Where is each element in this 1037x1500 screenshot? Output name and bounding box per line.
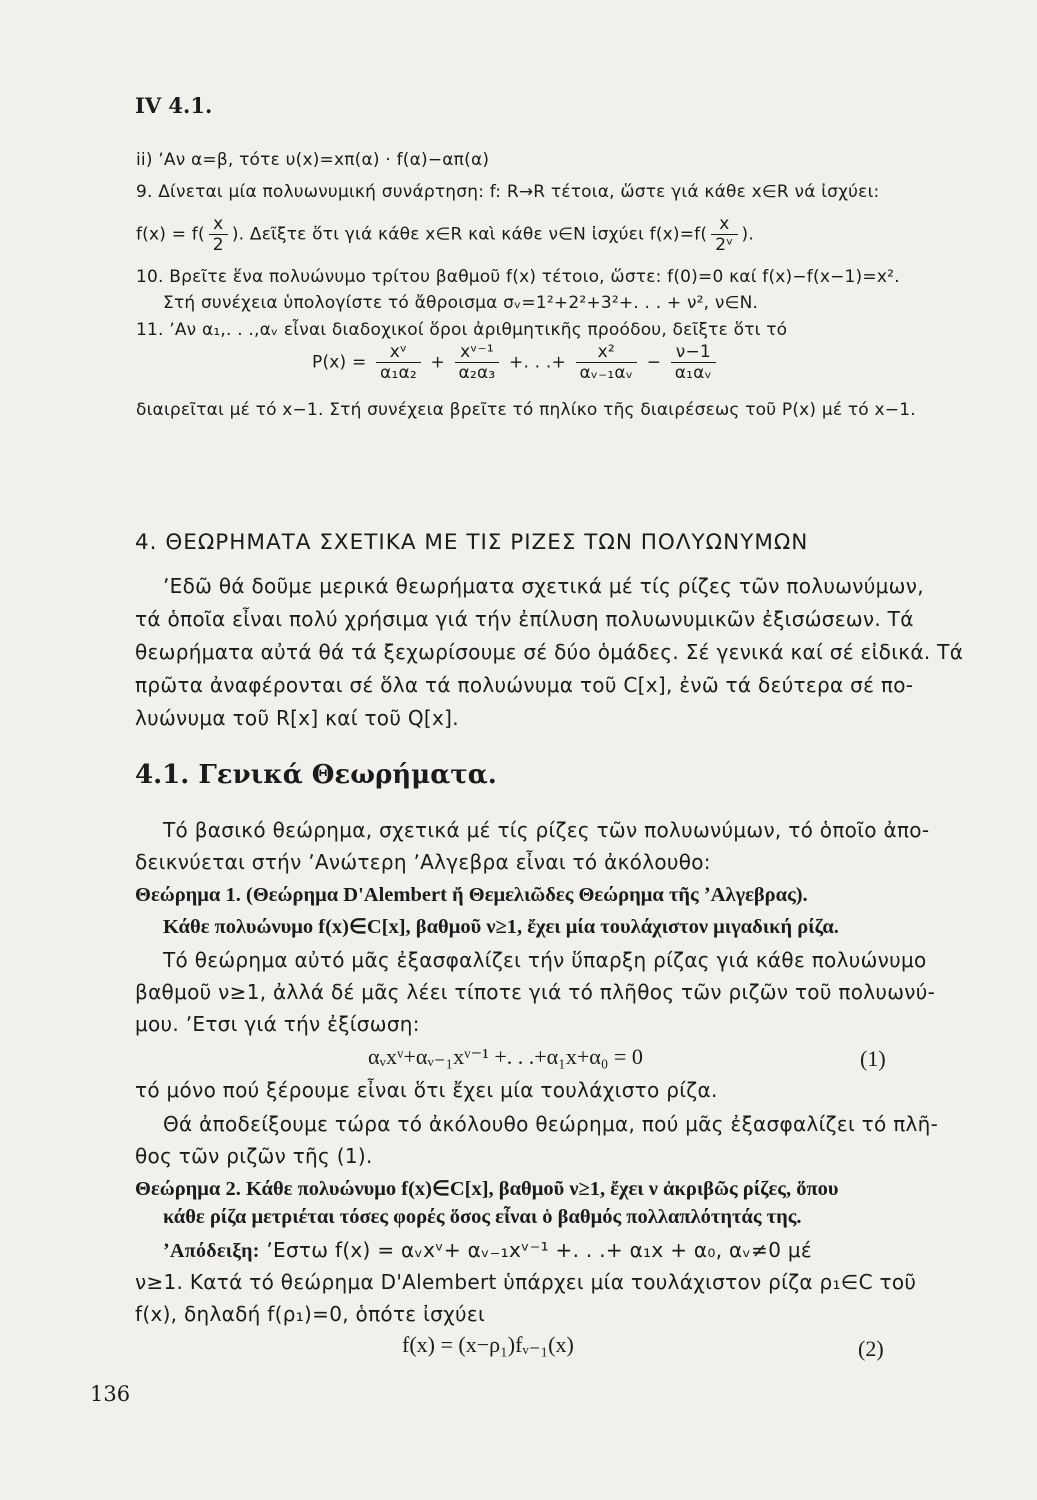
exercise-ii: ii) ʼΑν α=β, τότε υ(x)=xπ(α) · f(α)−απ(α) — [136, 150, 490, 170]
proof-line1: ʼΑπόδειξη: ʼΕστω f(x) = αᵥxᵛ+ αᵥ₋₁xᵛ⁻¹ +. . .+ α₁x + α₀, αᵥ≠0 μέ — [163, 1238, 813, 1262]
proof-line2: ν≥1. Κατά τό θεώρημα D'Alembert ὑπάρχει μία τουλάχιστον ρίζα ρ₁∈C τοῦ — [135, 1270, 917, 1294]
theorem-1-text-line2: βαθμοῦ ν≥1, ἀλλά δέ μᾶς λέει τίποτε γιά τό πλῆθος τῶν ριζῶν τοῦ πολυωνύ- — [135, 980, 936, 1004]
exercise-10-line1: 10. Βρεῖτε ἕνα πολυώνυμο τρίτου βαθμοῦ f(x) τέτοιο, ὥστε: f(0)=0 καί f(x)−f(x−1)=x². — [136, 267, 900, 287]
exercise-11-formula: P(x) = $\frac{\text{xᵛ}}{\text{α₁α₂}}$ + $\frac{\text{xᵛ⁻¹}}{\text{α₂α₃}}$ +. . .+ $\frac{\text{x²}}{\text{αᵥ₋₁αᵥ}}$ − $\frac{\nu-1}{\text{α₁αᵥ}}$ — [312, 342, 720, 383]
section-intro-line3: θεωρήματα αὐτά θά τά ξεχωρίσουμε σέ δύο ὁμάδες. Σέ γενικά καί σέ εἰδικά. Τά — [135, 640, 964, 664]
section-intro-line2: τά ὁποῖα εἶναι πολύ χρήσιμα γιά τήν ἐπίλυση πολυωνυμικῶν ἐξισώσεων. Τά — [135, 607, 914, 631]
section-reference: IV 4.1. — [135, 93, 213, 118]
after-eq1-line3: θος τῶν ριζῶν τῆς (1). — [135, 1144, 373, 1168]
theorem-1-text-line1: Τό θεώρημα αὐτό μᾶς ἐξασφαλίζει τήν ὕπαρξη ρίζας γιά κάθε πολυώνυμο — [163, 948, 927, 972]
exercise-11-line3: διαιρεῖται μέ τό x−1. Στή συνέχεια βρεῖτε τό πηλίκο τῆς διαιρέσεως τοῦ P(x) μέ τό x−1. — [136, 400, 916, 420]
section-intro-line4: πρῶτα ἀναφέρονται σέ ὅλα τά πολυώνυμα τοῦ C[x], ἐνῶ τά δεύτερα σέ πο- — [135, 673, 914, 697]
theorem-1-title: Θεώρημα 1. (Θεώρημα D'Alembert ἤ Θεμελιῶδες Θεώρημα τῆς ʼΑλγεβρας). — [135, 884, 808, 906]
exercise-9-line1: 9. Δίνεται μία πολυωνυμική συνάρτηση: f: R→R τέτοια, ὥστε γιά κάθε x∈R νά ἰσχύει: — [136, 182, 880, 202]
exercise-11-line1: 11. ʼΑν α₁,. . .,αᵥ εἶναι διαδοχικοί ὅροι ἀριθμητικῆς προόδου, δεῖξτε ὅτι τό — [136, 320, 788, 340]
equation-2-number: (2) — [858, 1336, 884, 1361]
page-number: 136 — [90, 1382, 131, 1406]
subsection-title: 4.1. Γενικά Θεωρήματα. — [135, 760, 497, 790]
after-eq1-line1: τό μόνο πού ξέρουμε εἶναι ὅτι ἔχει μία τουλάχιστο ρίζα. — [135, 1078, 718, 1102]
exercise-10-line2: Στή συνέχεια ὑπολογίστε τό ἄθροισμα σᵥ=1²+2²+3²+. . . + ν², ν∈N. — [163, 293, 759, 313]
after-eq1-line2: Θά ἀποδείξουμε τώρα τό ἀκόλουθο θεώρημα, πού μᾶς ἐξασφαλίζει τό πλῆ- — [163, 1112, 939, 1136]
subsection-intro-line2: δεικνύεται στήν ʼΑνώτερη ʼΑλγεβρα εἶναι τό ἀκόλουθο: — [135, 850, 711, 874]
proof-label: ʼΑπόδειξη: — [163, 1240, 260, 1262]
theorem-1-statement: Κάθε πολυώνυμο f(x)∈C[x], βαθμοῦ ν≥1, ἔχει μία τουλάχιστον μιγαδική ρίζα. — [163, 916, 839, 938]
proof-line3: f(x), δηλαδή f(ρ₁)=0, ὁπότε ἰσχύει — [135, 1302, 486, 1326]
equation-1-number: (1) — [860, 1046, 886, 1071]
section-intro-line1: ʼΕδῶ θά δοῦμε μερικά θεωρήματα σχετικά μέ τίς ρίζες τῶν πολυωνύμων, — [163, 574, 924, 598]
section-title: 4. ΘΕΩΡΗΜΑΤΑ ΣΧΕΤΙΚΑ ΜΕ ΤΙΣ ΡΙΖΕΣ ΤΩΝ ΠΟΛΥΩΝΥΜΩΝ — [135, 530, 809, 555]
section-intro-line5: λυώνυμα τοῦ R[x] καί τοῦ Q[x]. — [135, 706, 459, 730]
subsection-intro-line1: Τό βασικό θεώρημα, σχετικά μέ τίς ρίζες τῶν πολυωνύμων, τό ὁποῖο ἀπο- — [163, 818, 930, 842]
equation-1: αᵥxᵛ+αᵥ₋₁xᵛ⁻¹ +. . .+α₁x+α₀ = 0 — [368, 1044, 643, 1069]
equation-2: f(x) = (x−ρ₁)fᵥ₋₁(x) — [402, 1332, 574, 1357]
theorem-1-text-line3: μου. ʼΕτσι γιά τήν ἐξίσωση: — [135, 1012, 420, 1036]
theorem-2-line2: κάθε ρίζα μετριέται τόσες φορές ὅσος εἶναι ὁ βαθμός πολλαπλότητάς της. — [163, 1206, 802, 1228]
theorem-2-line1: Θεώρημα 2. Κάθε πολυώνυμο f(x)∈C[x], βαθμοῦ ν≥1, ἔχει ν ἀκριβῶς ρίζες, ὅπου — [135, 1178, 839, 1200]
exercise-9-line2: f(x) = f( $\frac{x}{2}$ ). Δεῖξτε ὅτι γιά κάθε x∈R καὶ κάθε ν∈N ἰσχύει f(x)=f( $\frac{x}{\text{2ᵛ}}$ ). — [136, 214, 754, 255]
